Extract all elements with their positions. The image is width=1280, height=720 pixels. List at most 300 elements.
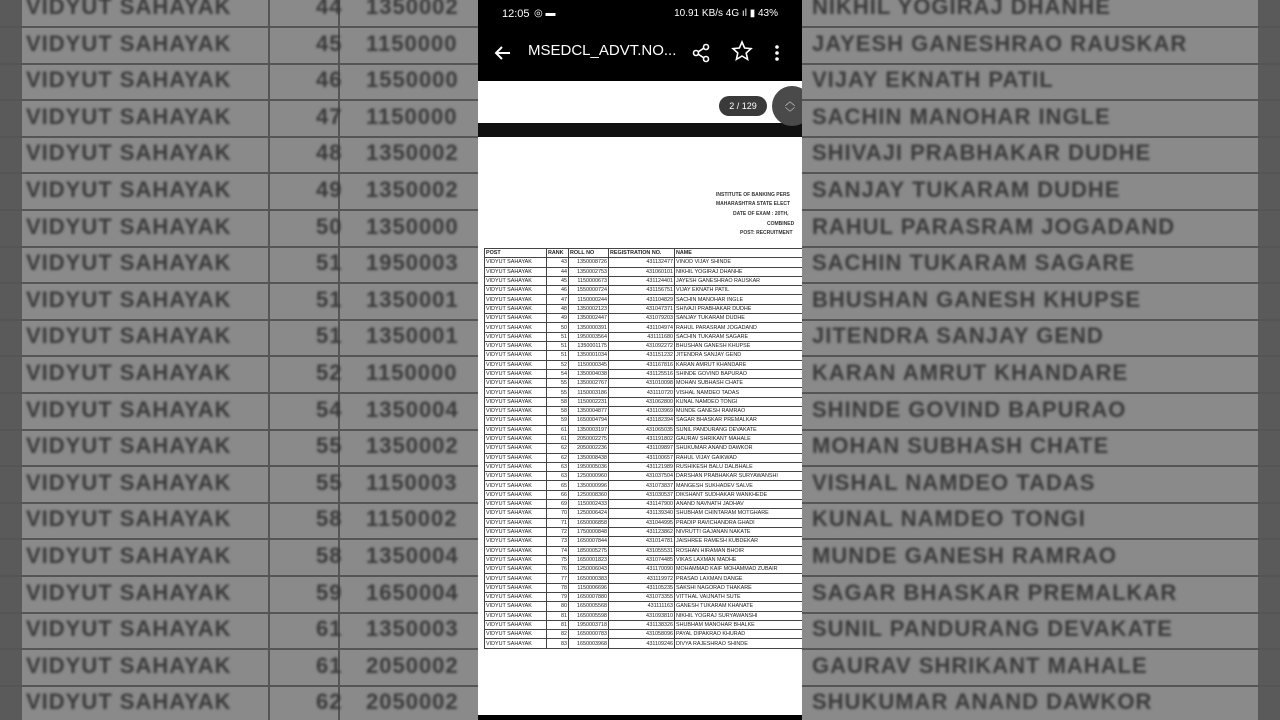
table-row [485, 295, 803, 304]
bg-name: SHUKUMAR ANAND DAWKOR [812, 689, 1153, 715]
bg-rank: 62 [316, 689, 343, 715]
bg-post: VIDYUT SAHAYAK [26, 360, 232, 385]
cell-name: SAKSHI NAGORAO THAKARE [675, 583, 803, 592]
cell-name: VITTHAL VAIJNATH SUTE [675, 592, 803, 601]
cell-post: VIDYUT SAHAYAK [485, 490, 547, 499]
col-name: NAME [675, 249, 803, 258]
cell-post: VIDYUT SAHAYAK [485, 295, 547, 304]
cell-name: DIKSHANT SUDHAKAR WANKHEDE [675, 490, 803, 499]
cell-rank: 55 [547, 388, 569, 397]
cell-post: VIDYUT SAHAYAK [485, 444, 547, 453]
cell-name: DIVYA RAJESHRAO SHINDE [675, 639, 803, 648]
cell-rank: 58 [547, 397, 569, 406]
doc-header-line: INSTITUTE OF BANKING PERS [716, 192, 790, 198]
bg-name: GAURAV SHRIKANT MAHALE [812, 652, 1148, 678]
share-icon[interactable] [690, 42, 712, 64]
cell-post: VIDYUT SAHAYAK [485, 276, 547, 285]
cell-roll-no: 1250000960 [569, 472, 609, 481]
cell-rank: 75 [547, 555, 569, 564]
table-header-row [485, 249, 803, 258]
table-row [485, 351, 803, 360]
cell-registration-no: 431092272 [609, 341, 675, 350]
cell-name: KARAN AMRUT KHANDARE [675, 360, 803, 369]
cell-registration-no: 431138326 [609, 620, 675, 629]
cell-name: RUSHIKESH BALU DALBHALE [675, 462, 803, 471]
arrow-left-icon[interactable] [492, 42, 514, 64]
cell-name: GAURAV SHRIKANT MAHALE [675, 434, 803, 443]
cell-rank: 46 [547, 286, 569, 295]
table-row [485, 583, 803, 592]
table-row [485, 509, 803, 518]
table-row [485, 639, 803, 648]
table-row [485, 527, 803, 536]
cell-rank: 62 [547, 444, 569, 453]
cell-rank: 48 [547, 304, 569, 313]
cell-post: VIDYUT SAHAYAK [485, 360, 547, 369]
nav-bar [478, 715, 802, 720]
cell-name: SACHIN TUKARAM SAGARE [675, 332, 803, 341]
cell-name: SHUBHAM CHINTARAM MOTGHARE [675, 509, 803, 518]
bg-post: VIDYUT SAHAYAK [26, 177, 232, 202]
bg-rank: 45 [316, 30, 343, 56]
bg-rank: 48 [316, 140, 343, 166]
cell-post: VIDYUT SAHAYAK [485, 425, 547, 434]
cell-registration-no: 431105235 [609, 583, 675, 592]
table-row [485, 462, 803, 471]
cell-rank: 63 [547, 462, 569, 471]
cell-roll-no: 1350008726 [569, 258, 609, 267]
cell-post: VIDYUT SAHAYAK [485, 434, 547, 443]
cell-post: VIDYUT SAHAYAK [485, 509, 547, 518]
cell-roll-no: 1650001823 [569, 555, 609, 564]
cell-rank: 45 [547, 276, 569, 285]
cell-roll-no: 1550000724 [569, 286, 609, 295]
cell-post: VIDYUT SAHAYAK [485, 583, 547, 592]
phone-screen [478, 0, 802, 720]
cell-post: VIDYUT SAHAYAK [485, 397, 547, 406]
bg-rank: 46 [316, 67, 343, 93]
table-row [485, 472, 803, 481]
cell-post: VIDYUT SAHAYAK [485, 258, 547, 267]
cell-rank: 69 [547, 500, 569, 509]
bg-post: VIDYUT SAHAYAK [26, 579, 232, 605]
cell-roll-no: 1650004794 [569, 416, 609, 425]
cell-registration-no: 431104974 [609, 323, 675, 332]
bg-name: MOHAN SUBHASH CHATE [812, 433, 1110, 459]
cell-name: SHUKUMAR ANAND DAWKOR [675, 444, 803, 453]
cell-roll-no: 1150000244 [569, 295, 609, 304]
bg-roll: 1650004 [366, 579, 459, 605]
cell-post: VIDYUT SAHAYAK [485, 416, 547, 425]
cell-post: VIDYUT SAHAYAK [485, 351, 547, 360]
cell-rank: 79 [547, 592, 569, 601]
table-row [485, 546, 803, 555]
cell-post: VIDYUT SAHAYAK [485, 574, 547, 583]
cell-name: BHUSHAN GANESH KHUPSE [675, 341, 803, 350]
cell-registration-no: 431058096 [609, 630, 675, 639]
cell-rank: 51 [547, 341, 569, 350]
cell-registration-no: 431014781 [609, 537, 675, 546]
cell-rank: 49 [547, 314, 569, 323]
cell-name: PRADIP RAVICHANDRA GHADI [675, 518, 803, 527]
cell-roll-no: 1350004877 [569, 407, 609, 416]
cell-rank: 65 [547, 481, 569, 490]
bg-roll: 1150002 [366, 506, 458, 532]
table-row [485, 620, 803, 629]
cell-rank: 55 [547, 379, 569, 388]
bg-name: MUNDE GANESH RAMRAO [812, 543, 1117, 568]
table-row [485, 537, 803, 546]
table-row [485, 602, 803, 611]
table-row [485, 267, 803, 276]
cell-name: PRASAD LAXMAN DANGE [675, 574, 803, 583]
table-row [485, 500, 803, 509]
cell-roll-no: 1350004038 [569, 369, 609, 378]
bg-rank: 51 [316, 250, 343, 276]
cell-name: PAYAL DIPAKRAO KHURAD [675, 630, 803, 639]
bg-post: VIDYUT SAHAYAK [26, 213, 232, 239]
table-row [485, 258, 803, 267]
table-row [485, 416, 803, 425]
bg-post: VIDYUT SAHAYAK [26, 433, 232, 459]
cell-roll-no: 1150000673 [569, 276, 609, 285]
table-row [485, 341, 803, 350]
cell-registration-no: 431121989 [609, 462, 675, 471]
cell-roll-no: 1350000391 [569, 323, 609, 332]
cell-roll-no: 1950003718 [569, 620, 609, 629]
bg-name: KARAN AMRUT KHANDARE [812, 360, 1129, 385]
cell-rank: 82 [547, 630, 569, 639]
cell-post: VIDYUT SAHAYAK [485, 611, 547, 620]
cell-roll-no: 1750000848 [569, 527, 609, 536]
cell-post: VIDYUT SAHAYAK [485, 314, 547, 323]
cell-registration-no: 431109897 [609, 444, 675, 453]
bg-rank: 47 [316, 103, 343, 129]
bg-roll: 1950003 [366, 250, 459, 276]
document-title: MSEDCL_ADVT.NO... [528, 42, 677, 59]
cell-roll-no: 1150006696 [569, 583, 609, 592]
cell-post: VIDYUT SAHAYAK [485, 555, 547, 564]
bg-post: VIDYUT SAHAYAK [26, 0, 232, 19]
cell-post: VIDYUT SAHAYAK [485, 407, 547, 416]
bg-name: SACHIN TUKARAM SAGARE [812, 250, 1135, 276]
cell-name: SHUBHAM MANOHAR BHALKE [675, 620, 803, 629]
cell-registration-no: 431065035 [609, 425, 675, 434]
cell-registration-no: 431125516 [609, 369, 675, 378]
bg-rank: 61 [316, 616, 343, 642]
cell-name: KUNAL NAMDEO TONGI [675, 397, 803, 406]
bg-post: VIDYUT SAHAYAK [26, 506, 232, 532]
cell-registration-no: 431055531 [609, 546, 675, 555]
bg-name: SUNIL PANDURANG DEVAKATE [812, 616, 1173, 642]
cell-rank: 74 [547, 546, 569, 555]
cell-roll-no: 1350001034 [569, 351, 609, 360]
cell-registration-no: 431062800 [609, 397, 675, 406]
doc-header-line: MAHARASHTRA STATE ELECT [716, 201, 791, 207]
table-row [485, 565, 803, 574]
cell-roll-no: 2050002275 [569, 434, 609, 443]
cell-rank: 62 [547, 453, 569, 462]
bg-rank: 49 [316, 177, 343, 202]
cell-registration-no: 431073355 [609, 592, 675, 601]
table-row [485, 369, 803, 378]
cell-roll-no: 1350000996 [569, 481, 609, 490]
cell-roll-no: 1350002123 [569, 304, 609, 313]
cell-post: VIDYUT SAHAYAK [485, 639, 547, 648]
cell-post: VIDYUT SAHAYAK [485, 286, 547, 295]
cell-roll-no: 1250006424 [569, 509, 609, 518]
col-roll-no: ROLL NO [569, 249, 609, 258]
cell-roll-no: 1850005275 [569, 546, 609, 555]
cell-registration-no: 431123862 [609, 527, 675, 536]
table-row [485, 425, 803, 434]
cell-roll-no: 1350003197 [569, 425, 609, 434]
bg-post: VIDYUT SAHAYAK [26, 323, 232, 349]
table-row [485, 592, 803, 601]
table-row [485, 444, 803, 453]
cell-post: VIDYUT SAHAYAK [485, 500, 547, 509]
cell-post: VIDYUT SAHAYAK [485, 388, 547, 397]
bg-rank: 44 [316, 0, 343, 19]
cell-registration-no: 431010098 [609, 379, 675, 388]
cell-name: RAHUL VIJAY GAIKWAD [675, 453, 803, 462]
cell-name: MANGESH SUKHADEV SALVE [675, 481, 803, 490]
doc-header-line: COMBINED [767, 221, 795, 227]
cell-post: VIDYUT SAHAYAK [485, 527, 547, 536]
cell-name: MOHAN SUBHASH CHATE [675, 379, 803, 388]
cell-post: VIDYUT SAHAYAK [485, 369, 547, 378]
bg-post: VIDYUT SAHAYAK [26, 286, 232, 312]
bg-post: VIDYUT SAHAYAK [26, 30, 232, 56]
cell-post: VIDYUT SAHAYAK [485, 341, 547, 350]
cell-name: VIKAS LAXMAN MADHE [675, 555, 803, 564]
cell-post: VIDYUT SAHAYAK [485, 602, 547, 611]
cell-roll-no: 1950005036 [569, 462, 609, 471]
cell-post: VIDYUT SAHAYAK [485, 379, 547, 388]
cell-roll-no: 1650007844 [569, 537, 609, 546]
cell-name: SHIVAJI PRABHAKAR DUDHE [675, 304, 803, 313]
cell-roll-no: 2050002236 [569, 444, 609, 453]
cell-roll-no: 1350002447 [569, 314, 609, 323]
cell-name: NIKHIL YOGRAJ SURYAWANSHI [675, 611, 803, 620]
cell-registration-no: 431111680 [609, 332, 675, 341]
cell-registration-no: 431100657 [609, 453, 675, 462]
cell-rank: 61 [547, 434, 569, 443]
cell-registration-no: 431151232 [609, 351, 675, 360]
cell-name: VINOD VIJAY SHINDE [675, 258, 803, 267]
cell-post: VIDYUT SAHAYAK [485, 592, 547, 601]
cell-name: GANESH TUKARAM KHANATE [675, 602, 803, 611]
bg-rank: 51 [316, 286, 343, 312]
chevron-down-icon: ﹀ [785, 108, 795, 119]
status-time: 12:05 [502, 8, 530, 20]
page-indicator: 2 / 129 [719, 96, 767, 116]
status-bar [478, 0, 802, 28]
bg-roll: 1150000 [366, 360, 458, 385]
cell-name: ROSHAN HIRAMAN BHOIR [675, 546, 803, 555]
cell-post: VIDYUT SAHAYAK [485, 518, 547, 527]
cell-roll-no: 1250008360 [569, 490, 609, 499]
bg-roll: 1350002 [366, 0, 459, 19]
cell-roll-no: 1350001175 [569, 341, 609, 350]
cell-roll-no: 1250006043 [569, 565, 609, 574]
star-icon[interactable] [730, 40, 754, 64]
cell-registration-no: 431104829 [609, 295, 675, 304]
table-row [485, 332, 803, 341]
bg-post: VIDYUT SAHAYAK [26, 469, 232, 495]
table-row [485, 574, 803, 583]
bg-name: JITENDRA SANJAY GEND [812, 323, 1104, 349]
table-row [485, 304, 803, 313]
cell-rank: 80 [547, 602, 569, 611]
cell-roll-no: 1650003968 [569, 639, 609, 648]
cell-rank: 50 [547, 323, 569, 332]
bg-roll: 1350001 [366, 323, 459, 349]
bg-roll: 1350002 [366, 433, 459, 459]
more-vert-icon[interactable] [770, 42, 784, 64]
cell-rank: 58 [547, 407, 569, 416]
table-row [485, 323, 803, 332]
cell-rank: 59 [547, 416, 569, 425]
cell-name: JAISHREE RAMESH KUBDEKAR [675, 537, 803, 546]
cell-rank: 70 [547, 509, 569, 518]
bg-post: VIDYUT SAHAYAK [26, 67, 232, 93]
doc-header-line: POST: RECRUITMENT [740, 230, 793, 236]
table-row [485, 453, 803, 462]
bg-roll: 2050002 [366, 652, 459, 678]
cell-registration-no: 431110720 [609, 388, 675, 397]
bg-roll: 1350004 [366, 396, 459, 422]
cell-roll-no: 1650007880 [569, 592, 609, 601]
col-rank: RANK [547, 249, 569, 258]
results-table [484, 248, 802, 649]
bg-roll: 1350000 [366, 213, 459, 239]
table-row [485, 555, 803, 564]
bg-name: SAGAR BHASKAR PREMALKAR [812, 579, 1178, 605]
cell-post: VIDYUT SAHAYAK [485, 565, 547, 574]
bg-roll: 1350003 [366, 616, 459, 642]
table-row [485, 360, 803, 369]
bg-post: VIDYUT SAHAYAK [26, 543, 232, 568]
table-row [485, 434, 803, 443]
bg-roll: 2050002 [366, 689, 459, 715]
bg-rank: 59 [316, 579, 343, 605]
table-row [485, 388, 803, 397]
table-row [485, 397, 803, 406]
app-bar [478, 28, 802, 80]
bg-roll: 1550000 [366, 67, 459, 93]
cell-rank: 81 [547, 620, 569, 629]
cell-rank: 73 [547, 537, 569, 546]
cell-registration-no: 431037504 [609, 472, 675, 481]
table-row [485, 286, 803, 295]
notification-icons: ◎ ▬ [534, 8, 556, 19]
bg-post: VIDYUT SAHAYAK [26, 103, 232, 129]
cell-name: JAYESH GANESHRAO RAUSKAR [675, 276, 803, 285]
bg-rank: 55 [316, 433, 343, 459]
bg-roll: 1350002 [366, 177, 459, 202]
cell-registration-no: 431139340 [609, 509, 675, 518]
bg-roll: 1350004 [366, 543, 459, 568]
cell-roll-no: 1950003564 [569, 332, 609, 341]
cell-registration-no: 431030537 [609, 490, 675, 499]
cell-rank: 81 [547, 611, 569, 620]
bg-name: KUNAL NAMDEO TONGI [812, 506, 1086, 532]
bg-rank: 61 [316, 652, 343, 678]
cell-roll-no: 1650000783 [569, 630, 609, 639]
cell-name: DARSHAN PRABHAKAR SURYAWANSHI [675, 472, 803, 481]
cell-registration-no: 431079203 [609, 314, 675, 323]
bg-name: VISHAL NAMDEO TADAS [812, 469, 1096, 495]
bg-name: RAHUL PARASRAM JOGADAND [812, 213, 1176, 239]
bg-name: BHUSHAN GANESH KHUPSE [812, 286, 1142, 312]
cell-post: VIDYUT SAHAYAK [485, 453, 547, 462]
cell-name: RAHUL PARASRAM JOGADAND [675, 323, 803, 332]
bg-rank: 52 [316, 360, 343, 385]
table-row [485, 481, 803, 490]
bg-rank: 50 [316, 213, 343, 239]
page-gap [478, 123, 802, 137]
cell-registration-no: 431182394 [609, 416, 675, 425]
bg-rank: 58 [316, 543, 343, 568]
cell-registration-no: 431191802 [609, 434, 675, 443]
table-row [485, 630, 803, 639]
cell-post: VIDYUT SAHAYAK [485, 620, 547, 629]
table-row [485, 407, 803, 416]
bg-roll: 1350001 [366, 286, 459, 312]
cell-registration-no: 431111163 [609, 602, 675, 611]
bg-name: NIKHIL YOGIRAJ DHANHE [812, 0, 1111, 19]
cell-roll-no: 1650005598 [569, 611, 609, 620]
bg-post: VIDYUT SAHAYAK [26, 652, 232, 678]
pdf-page[interactable] [478, 137, 802, 715]
cell-post: VIDYUT SAHAYAK [485, 630, 547, 639]
cell-name: SAGAR BHASKAR PREMALKAR [675, 416, 803, 425]
cell-rank: 61 [547, 425, 569, 434]
bg-post: VIDYUT SAHAYAK [26, 689, 232, 715]
cell-registration-no: 431132477 [609, 258, 675, 267]
cell-rank: 51 [547, 332, 569, 341]
cell-rank: 71 [547, 518, 569, 527]
cell-rank: 66 [547, 490, 569, 499]
cell-registration-no: 431044995 [609, 518, 675, 527]
cell-name: VISHAL NAMDEO TADAS [675, 388, 803, 397]
col-registration-no: REGISTRATION NO. [609, 249, 675, 258]
table-row [485, 314, 803, 323]
cell-post: VIDYUT SAHAYAK [485, 267, 547, 276]
cell-registration-no: 431109246 [609, 639, 675, 648]
network-battery: 10.91 KB/s 4G ıl ▮ 43% [674, 8, 778, 19]
bg-rank: 58 [316, 506, 343, 532]
cell-rank: 43 [547, 258, 569, 267]
cell-name: NIKHIL YOGIRAJ DHANHE [675, 267, 803, 276]
cell-name: MUNDE GANESH RAMRAO [675, 407, 803, 416]
cell-registration-no: 431074485 [609, 555, 675, 564]
bg-name: SANJAY TUKARAM DUDHE [812, 177, 1121, 202]
cell-post: VIDYUT SAHAYAK [485, 537, 547, 546]
cell-rank: 83 [547, 639, 569, 648]
table-row [485, 611, 803, 620]
cell-post: VIDYUT SAHAYAK [485, 546, 547, 555]
cell-rank: 51 [547, 351, 569, 360]
table-row [485, 276, 803, 285]
cell-registration-no: 431073837 [609, 481, 675, 490]
cell-registration-no: 431060101 [609, 267, 675, 276]
cell-rank: 78 [547, 583, 569, 592]
cell-post: VIDYUT SAHAYAK [485, 462, 547, 471]
bg-roll: 1150000 [366, 103, 458, 129]
cell-rank: 47 [547, 295, 569, 304]
